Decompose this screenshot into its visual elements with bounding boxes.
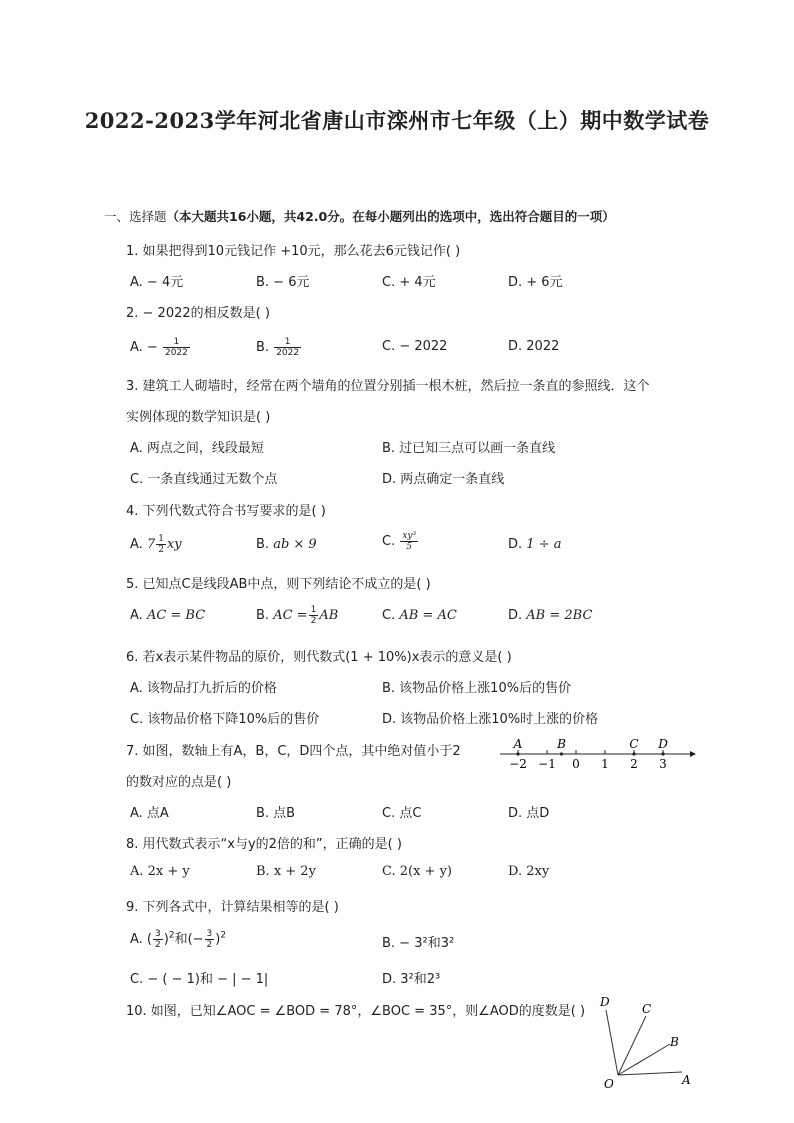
number-line-figure (498, 736, 698, 774)
q5-option-b[interactable]: B. AC = $\frac{1}{2}$ AB (256, 605, 339, 626)
question-9: 9. 下列各式中，计算结果相等的是( ) (126, 900, 339, 915)
q3-option-d[interactable]: D. 两点确定一条直线 (382, 472, 505, 487)
q5-option-a[interactable]: A. AC = BC (130, 608, 206, 623)
question-10: 10. 如图，已知∠AOC = ∠BOD = 78°，∠BOC = 35°，则∠AOD的度数是( ) (126, 1004, 586, 1019)
label-o: O (604, 1077, 614, 1091)
question-7: 7. 如图，数轴上有A，B，C，D四个点，其中绝对值小于2 (126, 744, 461, 759)
number-line-tick-label: −2 (509, 757, 527, 771)
number-line-arrow (690, 751, 696, 757)
q8-option-b[interactable]: B. x + 2y (256, 864, 316, 879)
label-d: D (600, 995, 610, 1009)
q3-option-b[interactable]: B. 过已知三点可以画一条直线 (382, 441, 556, 456)
q2-option-d[interactable]: D. 2022 (508, 339, 560, 354)
question-1: 1. 如果把得到10元钱记作 +10元，那么花去6元钱记作( ) (126, 244, 461, 259)
label-a: A (682, 1073, 691, 1087)
q5-option-c[interactable]: C. AB = AC (382, 608, 457, 623)
q7-option-c[interactable]: C. 点C (382, 806, 422, 821)
q2-option-a-fraction: $\frac{1}{2022}$ (164, 337, 188, 358)
question-3: 3. 建筑工人砌墙时，经常在两个墙角的位置分别插一根木桩，然后拉一条直的参照线．这个 (126, 379, 650, 394)
q2-option-a[interactable]: A. − $\frac{1}{2022}$ (130, 337, 188, 358)
section-label: 一、选择题 (104, 209, 167, 224)
number-line-point (560, 752, 563, 755)
q6-option-b[interactable]: B. 该物品价格上涨10%后的售价 (382, 681, 572, 696)
q7-option-d[interactable]: D. 点D (508, 806, 550, 821)
section-heading (104, 207, 615, 225)
q5-option-d[interactable]: D. AB = 2BC (508, 608, 593, 623)
q9-option-a[interactable]: A. ( $\frac{3}{2}$ )$^2$和(− $\frac{3}{2}$ )$^2$ (130, 929, 227, 950)
label-c: C (642, 1002, 652, 1016)
q9-option-c[interactable]: C. − ( − 1)和 − | − 1| (130, 972, 269, 987)
ray-od (606, 1010, 618, 1075)
q9-option-b[interactable]: B. − 3²和3² (382, 936, 455, 951)
question-3-line2: 实例体现的数学知识是( ) (126, 410, 271, 425)
number-line-point-label: C (629, 737, 639, 751)
q6-option-a[interactable]: A. 该物品打九折后的价格 (130, 681, 277, 696)
q1-option-a[interactable]: A. − 4元 (130, 275, 184, 290)
q9-option-d[interactable]: D. 3²和2³ (382, 972, 441, 987)
q3-option-c[interactable]: C. 一条直线通过无数个点 (130, 472, 278, 487)
number-line-tick-label: 1 (601, 757, 609, 771)
q4-option-b[interactable]: B. ab × 9 (256, 537, 317, 552)
question-7-line2: 的数对应的点是( ) (126, 775, 232, 790)
q2-option-b-fraction: $\frac{1}{2022}$ (276, 337, 300, 358)
q4-option-c[interactable]: C. $\frac{\text{xy³}}{5}$ (382, 531, 417, 552)
q8-option-a[interactable]: A. 2x + y (130, 864, 190, 879)
q3-option-a[interactable]: A. 两点之间，线段最短 (130, 441, 264, 456)
angle-figure (590, 992, 700, 1092)
number-line-point-label: A (513, 737, 523, 751)
number-line-tick-label: −1 (538, 757, 556, 771)
q1-option-d[interactable]: D. + 6元 (508, 275, 563, 290)
number-line-point (516, 752, 519, 755)
question-2: 2. − 2022的相反数是( ) (126, 306, 270, 321)
question-5: 5. 已知点C是线段AB中点，则下列结论不成立的是( ) (126, 577, 431, 592)
q7-option-a[interactable]: A. 点A (130, 806, 169, 821)
number-line-point-label: D (658, 737, 668, 751)
question-8: 8. 用代数式表示“x与y的2倍的和”，正确的是( ) (126, 837, 402, 852)
question-4: 4. 下列代数式符合书写要求的是( ) (126, 504, 326, 519)
number-line-tick-label: 0 (572, 757, 580, 771)
number-line-point (632, 752, 635, 755)
q8-option-d[interactable]: D. 2xy (508, 864, 550, 879)
question-6: 6. 若x表示某件物品的原价，则代数式(1 + 10%)x表示的意义是( ) (126, 650, 512, 665)
q7-option-b[interactable]: B. 点B (256, 806, 296, 821)
page-title: 2022-2023学年河北省唐山市滦州市七年级（上）期中数学试卷 (84, 108, 710, 133)
number-line-point-label: B (557, 737, 566, 751)
q6-option-c[interactable]: C. 该物品价格下降10%后的售价 (130, 712, 320, 727)
number-line-tick-label: 2 (630, 757, 638, 771)
q8-option-c[interactable]: C. 2(x + y) (382, 864, 452, 879)
label-b: B (670, 1035, 679, 1049)
q2-option-c[interactable]: C. − 2022 (382, 339, 448, 354)
q6-option-d[interactable]: D. 该物品价格上涨10%时上涨的价格 (382, 712, 599, 727)
q1-option-c[interactable]: C. + 4元 (382, 275, 436, 290)
q1-option-b[interactable]: B. − 6元 (256, 275, 310, 290)
section-note: （本大题共16小题，共42.0分。在每小题列出的选项中，选出符合题目的一项） (166, 209, 615, 224)
number-line-point (661, 752, 664, 755)
number-line-tick-label: 3 (659, 757, 667, 771)
q2-option-b[interactable]: B. $\frac{1}{2022}$ (256, 337, 300, 358)
ray-oa (618, 1072, 682, 1075)
q4-option-a[interactable]: A. 7 $\frac{1}{2}$ xy (130, 534, 182, 555)
q4-option-d[interactable]: D. 1 ÷ a (508, 537, 562, 552)
